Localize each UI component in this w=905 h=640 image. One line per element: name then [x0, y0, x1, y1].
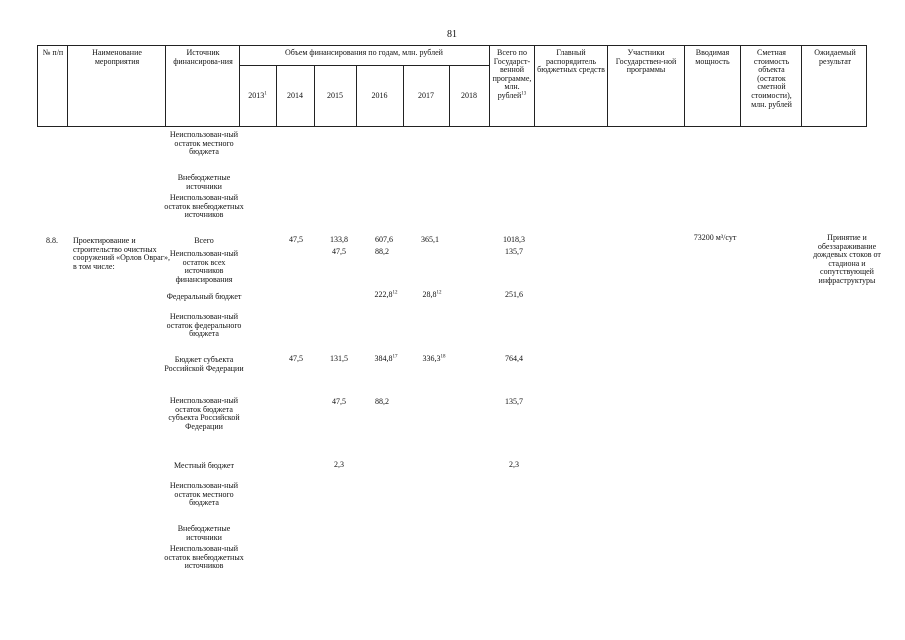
value-federal-total: 251,6: [505, 290, 523, 299]
source-local-unused: Неиспользован-ный остаток местного бюджета: [169, 481, 239, 508]
header-event-name: Наименование мероприятия: [92, 48, 142, 66]
table-header: [37, 45, 867, 127]
value-regional-unused-2016: 88,2: [375, 397, 389, 406]
source-extrabudget: Внебюджетные источники: [177, 524, 231, 542]
prev-source-local-unused: Неиспользован-ный остаток местного бюджета: [169, 130, 239, 157]
source-regional-unused: Неиспользован-ный остаток бюджета субъекта Российской Федерации: [168, 396, 240, 431]
header-year-2013: 2013$^1$: [248, 91, 267, 100]
value-total-2016: 607,6: [375, 235, 393, 244]
source-federal-unused: Неиспользован-ный остаток федерального бюджета: [166, 312, 242, 339]
header-year-2015: 2015: [327, 91, 343, 100]
row-number: 8.8.: [46, 236, 58, 245]
value-unused-2016: 88,2: [375, 247, 389, 256]
value-total-2014: 47,5: [289, 235, 303, 244]
header-result: Ожидаемый результат: [814, 48, 856, 66]
value-local-total: 2,3: [509, 460, 519, 469]
value-total-all: 1018,3: [503, 235, 525, 244]
source-total: Всего: [194, 236, 214, 245]
header-year-2017: 2017: [418, 91, 434, 100]
value-local-2015: 2,3: [334, 460, 344, 469]
value-regional-2016: 384,8$^{17}$: [374, 354, 398, 363]
source-federal: Федеральный бюджет: [166, 292, 242, 301]
header-year-2018: 2018: [461, 91, 477, 100]
header-participants: Участники Государствен-ной программы: [615, 48, 677, 75]
prev-source-extrabudget-unused: Неиспользован-ный остаток внебюджетных источников: [164, 193, 244, 220]
value-unused-2015: 47,5: [332, 247, 346, 256]
source-local: Местный бюджет: [174, 461, 234, 470]
value-federal-2016: 222,8$^{12}$: [374, 290, 398, 299]
header-cost: Сметная стоимость объекта (остаток сметной стоимости), млн. рублей: [751, 48, 792, 109]
header-total: Всего по Государст-венной программе, млн. рублей$^{13}$: [492, 48, 532, 100]
value-regional-2014: 47,5: [289, 354, 303, 363]
value-regional-2015: 131,5: [330, 354, 348, 363]
row-capacity: 73200 м³/сут: [693, 233, 737, 242]
value-regional-2017: 336,3$^{18}$: [422, 354, 446, 363]
source-all-unused: Неиспользован-ный остаток всех источников финансирования: [169, 249, 239, 284]
row-event-name: Проектирование и строительство очистных сооружений «Орлов Овраг», в том числе:: [73, 236, 170, 271]
value-regional-unused-2015: 47,5: [332, 397, 346, 406]
header-number: № п/п: [42, 48, 64, 57]
header-funding: Объем финансирования по годам, млн. рублей: [285, 48, 443, 57]
value-regional-total: 764,4: [505, 354, 523, 363]
value-unused-total: 135,7: [505, 247, 523, 256]
prev-source-extrabudget: Внебюджетные источники: [177, 173, 231, 191]
source-extrabudget-unused: Неиспользован-ный остаток внебюджетных источников: [164, 544, 244, 571]
header-source: Источник финансирова-ния: [173, 48, 233, 66]
header-year-2014: 2014: [287, 91, 303, 100]
value-total-2015: 133,8: [330, 235, 348, 244]
header-capacity: Вводимая мощность: [695, 48, 730, 66]
value-regional-unused-total: 135,7: [505, 397, 523, 406]
source-regional: Бюджет субъекта Российской Федерации: [164, 355, 244, 373]
row-expected-result: Принятие и обеззараживание дождевых стоков от стадиона и сопутствующей инфраструктуры: [813, 233, 881, 285]
header-manager: Главный распорядитель бюджетных средств: [537, 48, 605, 75]
value-federal-2017: 28,8$^{12}$: [422, 290, 442, 299]
page-number: 81: [447, 29, 457, 40]
header-year-2016: 2016: [371, 91, 388, 100]
value-total-2017: 365,1: [421, 235, 439, 244]
